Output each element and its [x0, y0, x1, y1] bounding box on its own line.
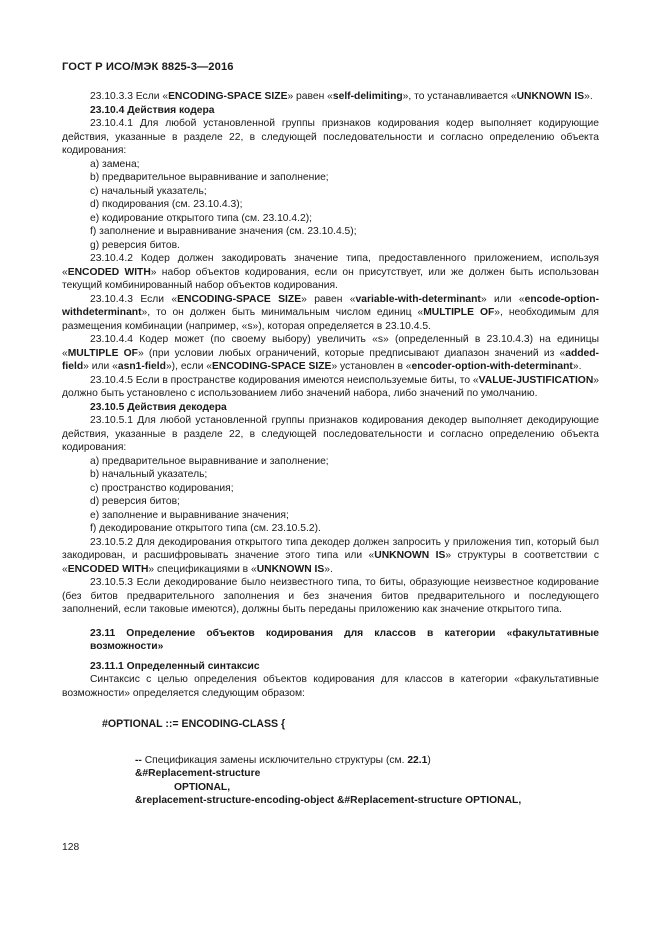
code-replacement-structure: &#Replacement-structure [135, 768, 261, 779]
heading-23-11-1: 23.11.1 Определенный синтаксис [90, 660, 260, 672]
heading-23-11: 23.11 Определение объектов кодирования для классов в категории «факультативные возможности» [90, 627, 599, 652]
paragraph-23-10-5-3: 23.10.5.3 Если декодирование было неизвестного типа, то биты, образующие неизвестное кодирование (без битов предварительного заполнения и без значения битов предварительного и последующего заполнений, если таковые имеются), должны быть переданы приложению как значение открытого типа. [62, 577, 599, 615]
list-item: a) предварительное выравнивание и заполнение; [90, 455, 329, 467]
list-item: a) замена; [90, 158, 140, 170]
list-item: d) пкодирования (см. 23.10.4.3); [90, 199, 243, 210]
paragraph-23-11-1: Синтаксис с целью определения объектов кодирования для классов в категории «факультативные возможности» определяется следующим образом: [62, 674, 599, 699]
paragraph-23-10-4-3: 23.10.4.3 Если «ENCODING-SPACE SIZE» равен «variable-with-determinant» или «encode-option-withdeterminant», то он должен быть минимальным числом единиц «MULTIPLE OF», необходимым для размещения комбинации (например, «s»), которая определяется в 23.10.4.5. [62, 293, 600, 332]
document-body [62, 90, 599, 808]
list-item: c) пространство кодирования; [90, 482, 234, 494]
decoder-actions-list [62, 455, 599, 536]
list-item: g) реверсия битов. [90, 239, 180, 251]
paragraph-23-10-5-2: 23.10.5.2 Для декодирования открытого типа декодер должен запросить у приложения тип, который был закодирован, и расшифровывать значение этого типа или «UNKNOWN IS» структуры в соответствии с «ENCODED WITH» спецификациями в «UNKNOWN IS». [62, 536, 599, 575]
paragraph-23-10-3-3: 23.10.3.3 Если «ENCODING-SPACE SIZE» равен «self-delimiting», то устанавливается «UNKNOWN IS». [90, 91, 593, 102]
paragraph-23-10-5-1: 23.10.5.1 Для любой установленной группы признаков кодирования декодер выполняет декодирующие действия, указанные в разделе 22, в следующей последовательности и согласно определению объекта кодирования: [62, 415, 599, 453]
paragraph-23-10-4-4: 23.10.4.4 Кодер может (по своему выбору) увеличить «s» (определенный в 23.10.4.3) на единицы «MULTIPLE OF» (при условии любых ограничений, которые предписывают диапазон значений из «added-field» или «asn1-field»), если «ENCODING-SPACE SIZE» установлен в «encoder-option-with-determinant». [62, 334, 599, 372]
list-item: f) декодирование открытого типа (см. 23.10.5.2). [90, 523, 321, 534]
code-comment-line: -- Спецификация замены исключительно структуры (см. 22.1) [135, 754, 431, 766]
code-replacement-encoding-object: &replacement-structure-encoding-object &#Replacement-structure OPTIONAL, [135, 795, 522, 806]
paragraph-23-10-4-2: 23.10.4.2 Кодер должен закодировать значение типа, предоставленного приложением, используя «ENCODED WITH» набор объектов кодирования, если он присутствует, или же должен быть использован текущий комбинированный набор объектов кодирования. [62, 253, 599, 291]
paragraph-23-10-4-1: 23.10.4.1 Для любой установленной группы признаков кодирования кодер выполняет кодирующие действия, указанные в разделе 22, в следующей последовательности и согласно определению объекта кодирования: [62, 118, 599, 156]
heading-23-10-4: 23.10.4 Действия кодера [90, 104, 215, 116]
list-item: f) заполнение и выравнивание значения (см. 23.10.4.5); [90, 226, 357, 237]
list-item: b) предварительное выравнивание и заполнение; [90, 172, 329, 183]
encoder-actions-list [62, 158, 599, 253]
list-item: b) начальный указатель; [90, 469, 208, 480]
list-item: e) заполнение и выравнивание значения; [90, 509, 289, 521]
running-header: ГОСТ Р ИСО/МЭК 8825-3—2016 [62, 61, 234, 73]
list-item: c) начальный указатель; [90, 185, 207, 197]
code-encoding-class-header: #OPTIONAL ::= ENCODING-CLASS { [102, 718, 286, 730]
page-number: 128 [62, 842, 80, 853]
heading-23-10-5: 23.10.5 Действия декодера [90, 401, 227, 413]
code-optional: OPTIONAL, [174, 781, 231, 793]
paragraph-23-10-4-5: 23.10.4.5 Если в пространстве кодирования имеются неиспользуемые биты, то «VALUE-JUSTIFICATION» должно быть установлено с использованием либо значений набора, либо значений по умолчанию. [62, 374, 599, 399]
list-item: d) реверсия битов; [90, 496, 180, 507]
list-item: e) кодирование открытого типа (см. 23.10.4.2); [90, 212, 312, 224]
